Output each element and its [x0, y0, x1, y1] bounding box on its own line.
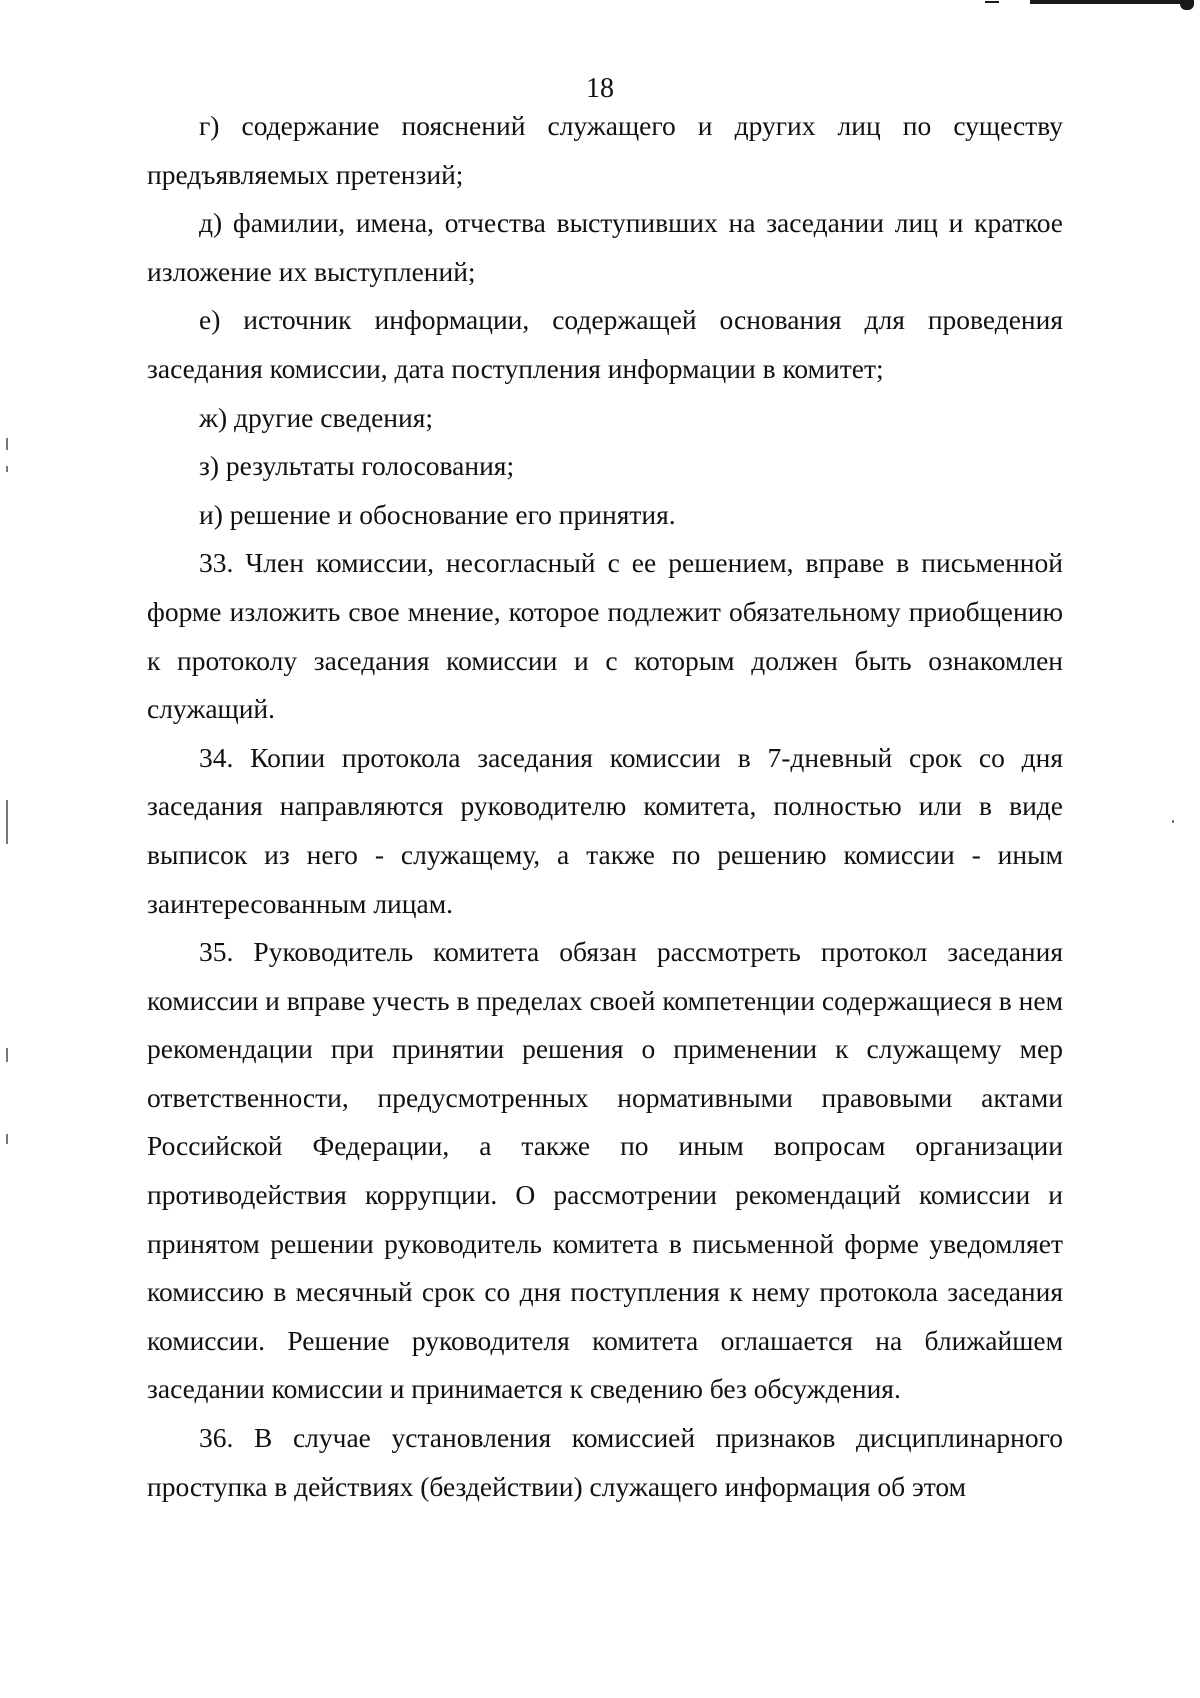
scan-speck [1172, 820, 1174, 823]
scan-speck [6, 1048, 8, 1062]
scan-speck [6, 466, 8, 472]
paragraph-33: 33. Член комиссии, несогласный с ее решением, вправе в письменной форме изложить свое мнение, которое подлежит обязательному приобщению к протоколу заседания комиссии и с которым должен быть ознакомлен служащий. [147, 547, 1063, 725]
paragraph-35: 35. Руководитель комитета обязан рассмотреть протокол заседания комиссии и вправе учесть в пределах своей компетенции содержащиеся в нем рекомендации при принятии решения о применении к служащему мер ответственности, предусмотренных нормативными правовыми актами Российской Федерации, а также по иным вопросам организации противодействия коррупции. О рассмотрении рекомендаций комиссии и принятом решении руководитель комитета в письменной форме уведомляет комиссию в месячный срок со дня поступления к нему протокола заседания комиссии. Решение руководителя комитета оглашается на ближайшем заседании комиссии и принимается к сведению без обсуждения. [147, 936, 1063, 1405]
scan-speck [6, 1134, 8, 1144]
scan-edge-mark [1180, 0, 1194, 10]
paragraph-zh: ж) другие сведения; [199, 401, 434, 433]
scan-speck [6, 800, 8, 844]
paragraph-z: з) результаты голосования; [199, 450, 515, 482]
paragraph-e: е) источник информации, содержащей основания для проведения заседания комиссии, дата поступления информации в комитет; [147, 304, 1063, 384]
paragraph-g: г) содержание пояснений служащего и других лиц по существу предъявляемых претензий; [147, 110, 1063, 190]
paragraph-d: д) фамилии, имена, отчества выступивших на заседании лиц и краткое изложение их выступлений; [147, 207, 1063, 287]
paragraph-34: 34. Копии протокола заседания комиссии в 7-дневный срок со дня заседания направляются руководителю комитета, полностью или в виде выписок из него - служащему, а также по решению комиссии - иным заинтересованным лицам. [147, 741, 1063, 919]
scan-edge-mark [1030, 0, 1190, 4]
scan-edge-mark [985, 1, 999, 3]
page-number: 18 [586, 73, 614, 104]
scan-speck [6, 438, 8, 450]
paragraph-i: и) решение и обоснование его принятия. [199, 498, 676, 530]
document-body [147, 102, 1063, 1511]
paragraph-36: 36. В случае установления комиссией признаков дисциплинарного проступка в действиях (бездействии) служащего информация об этом [147, 1422, 1063, 1502]
